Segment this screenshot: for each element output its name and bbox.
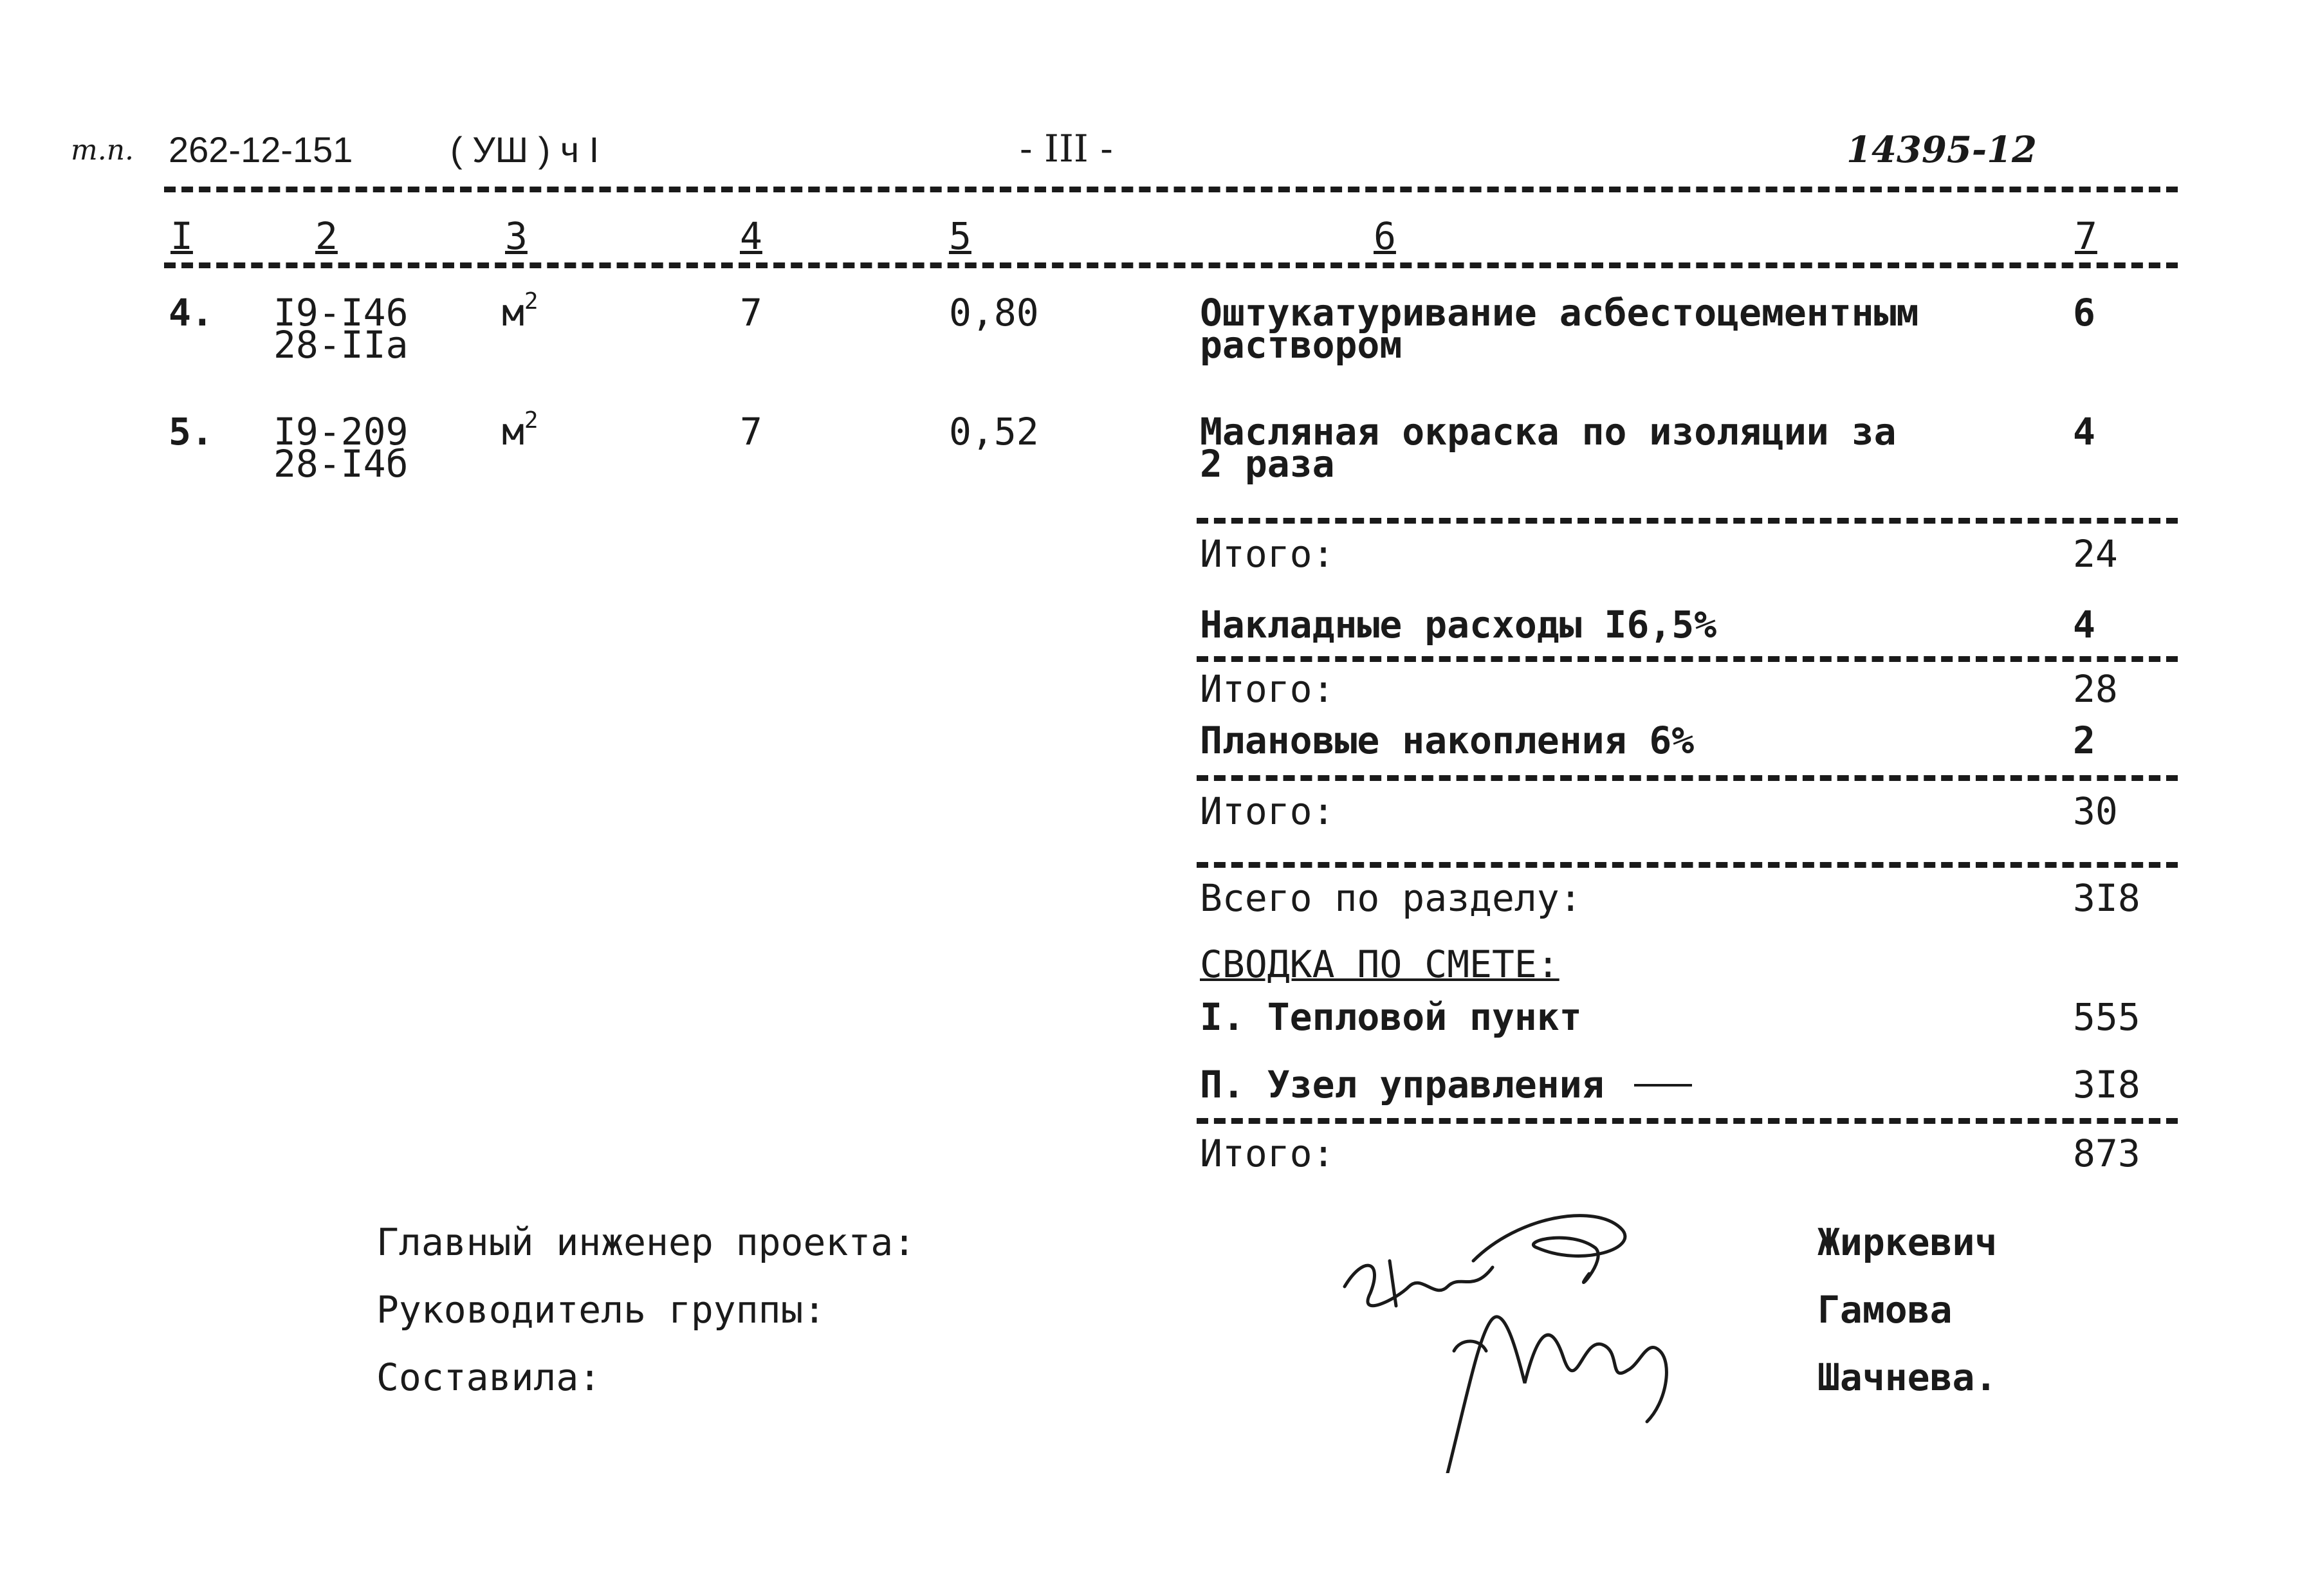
unit-price: 0,52 [949,410,1039,454]
totals-rule [1197,518,2178,524]
quantity: 7 [740,410,762,454]
planned-savings-label: Плановые накопления 6% [1200,719,1695,762]
totals-rule [1197,656,2178,662]
col-header-7: 7 [2075,214,2097,258]
col-header-6: 6 [1374,214,1396,258]
summary-title: СВОДКА ПО СМЕТЕ: [1200,942,1559,986]
col-header-3: 3 [505,214,528,258]
totals-rule [1197,862,2178,868]
name-chief-engineer: Жиркевич [1817,1220,1998,1264]
summary-item-heat-point-value: 555 [2073,995,2140,1039]
subtotal-value: 30 [2073,789,2118,833]
subtotal-value: 24 [2073,532,2118,576]
grand-total-value: 873 [2073,1132,2140,1175]
rate-code-secondary: 28-IIa [273,323,409,367]
overhead-label: Накладные расходы I6,5% [1200,603,1717,647]
subtotal-value: 28 [2073,667,2118,711]
work-description: Оштукатуривание асбестоцементным [1200,291,1919,335]
role-compiled-by: Составила: [376,1355,602,1399]
col-header-1: I [170,214,193,258]
planned-savings-value: 2 [2073,719,2095,762]
summary-item-control-unit-value: 3I8 [2073,1063,2140,1106]
section-total-label: Всего по разделу: [1200,876,1582,920]
totals-rule [1197,1118,2178,1124]
section-label: ( УШ ) ч I [450,129,600,170]
work-description-cont: 2 раза [1200,442,1335,486]
col-header-2: 2 [315,214,338,258]
subtotal-label: Итого: [1200,532,1335,576]
totals-rule [1197,775,2178,781]
name-group-leader: Гамова [1817,1288,1953,1332]
handwritten-signatures [1325,1190,1743,1473]
col-header-4: 4 [740,214,762,258]
role-group-leader: Руководитель группы: [376,1288,826,1332]
work-description: Масляная окраска по изоляции за [1200,410,1897,454]
section-total-value: 3I8 [2073,876,2140,920]
unit: $м^2$ [502,288,538,335]
rate-code-secondary: 28-I4б [273,442,409,486]
col-header-5: 5 [949,214,971,258]
rate-code: I9-209 [273,410,409,454]
archive-number: 14395-12 [1846,129,2037,171]
role-chief-engineer: Главный инженер проекта: [376,1220,916,1264]
subtotal-label: Итого: [1200,667,1335,711]
page-number: - III - [1020,127,1113,170]
summary-item-heat-point: I. Тепловой пункт [1200,995,1582,1039]
header-rule [164,187,2178,192]
cost: 6 [2073,291,2095,335]
unit-price: 0,80 [949,291,1039,335]
summary-item-control-unit: П. Узел управления [1200,1063,1605,1106]
row-number: 5. [169,410,214,454]
cost: 4 [2073,410,2095,454]
row-number: 4. [169,291,214,335]
tp-prefix: т.п. [71,134,134,167]
stray-mark [1634,1084,1692,1087]
quantity: 7 [740,291,762,335]
rate-code: I9-I46 [273,291,409,335]
overhead-value: 4 [2073,603,2095,647]
column-rule [164,262,2178,268]
grand-total-label: Итого: [1200,1132,1335,1175]
subtotal-label: Итого: [1200,789,1335,833]
doc-code: 262-12-151 [169,129,353,170]
unit: $м^2$ [502,407,538,454]
name-compiled-by: Шачнева. [1817,1355,1998,1399]
work-description-cont: раствором [1200,323,1403,367]
